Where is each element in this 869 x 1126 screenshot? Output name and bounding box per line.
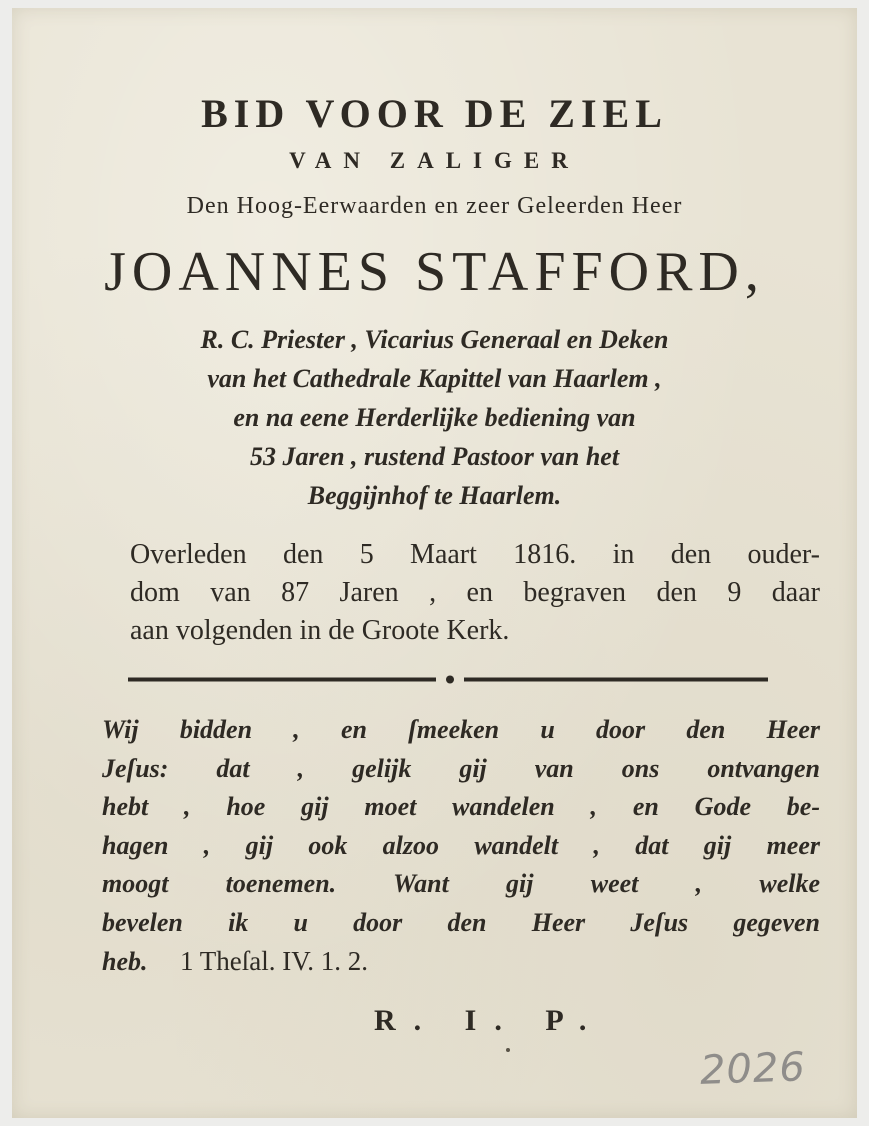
- death-notice-line: dom van 87 Jaren , en begraven den 9 daar: [130, 577, 820, 608]
- titles-line: R. C. Priester , Vicarius Generaal en Deken: [200, 325, 669, 354]
- prayer-line: moogt toenemen. Want gij weet , welke: [102, 869, 820, 898]
- prayer-card: [12, 8, 857, 1118]
- prayer-line: hebt , hoe gij moet wandelen , en Gode be-: [102, 792, 820, 821]
- death-notice-line: Overleden den 5 Maart 1816. in den ouder-: [130, 539, 820, 570]
- death-notice-line: aan volgenden in de Groote Kerk.: [130, 615, 510, 646]
- prayer-line: Wij bidden , en ſmeeken u door den Heer: [102, 715, 820, 744]
- titles-line: en na eene Herderlijke bediening van: [233, 403, 636, 432]
- scripture-reference: 1 Theſal. IV. 1. 2.: [180, 946, 368, 976]
- ink-dot: [506, 1048, 510, 1052]
- prayer-line: hagen , gij ook alzoo wandelt , dat gij meer: [102, 830, 820, 860]
- prayer-closing-line: [102, 942, 820, 982]
- deceased-name: JOANNES STAFFORD,: [104, 241, 765, 303]
- honorific-line: Den Hoog-Eerwaarden en zeer Geleerden Heer: [186, 193, 683, 219]
- titles-line: Beggijnhof te Haarlem.: [307, 481, 562, 510]
- titles-line: 53 Jaren , rustend Pastoor van het: [249, 442, 620, 471]
- catalog-number: 2026: [699, 1044, 807, 1094]
- death-notice: [130, 536, 820, 650]
- prayer-text: [102, 711, 820, 982]
- clerical-titles: [12, 320, 857, 515]
- prayer-last-word: heb.: [102, 947, 148, 976]
- card-subtitle: VAN ZALIGER: [289, 148, 580, 173]
- ornamental-divider: [128, 673, 768, 687]
- card-title: BID VOOR DE ZIEL: [201, 91, 668, 136]
- rip-inscription: R. I. P.: [374, 1004, 605, 1037]
- titles-line: van het Cathedrale Kapittel van Haarlem ,: [207, 364, 662, 393]
- prayer-line: Jeſus: dat , gelijk gij van ons ontvangen: [102, 753, 820, 783]
- prayer-line: bevelen ik u door den Heer Jeſus gegeven: [102, 907, 820, 937]
